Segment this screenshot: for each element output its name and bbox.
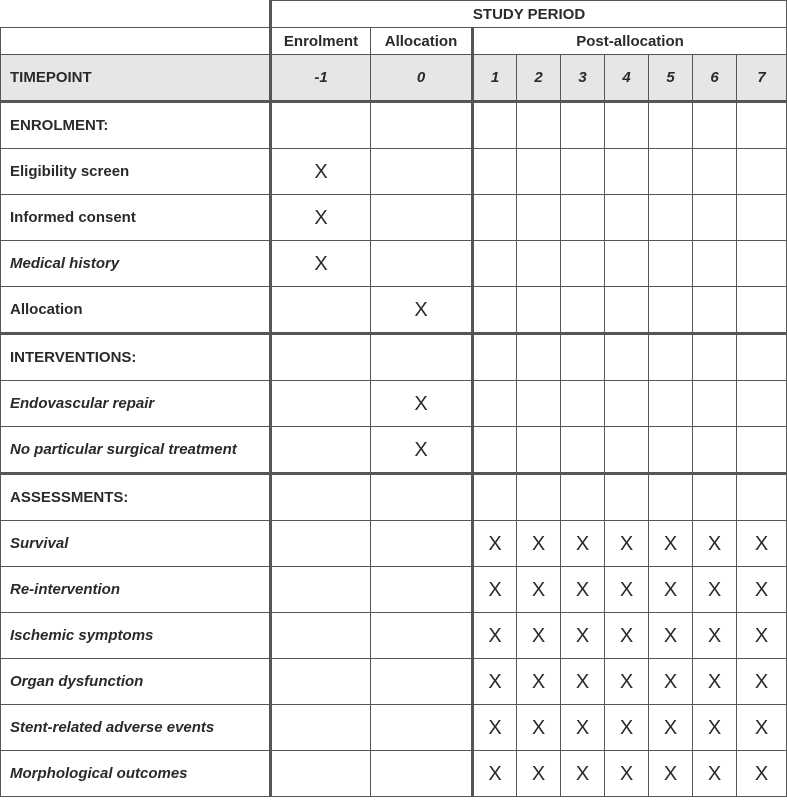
schedule-mark: X (693, 567, 737, 613)
schedule-mark: X (473, 613, 517, 659)
schedule-cell (561, 427, 605, 474)
schedule-mark: X (649, 751, 693, 797)
table-row (1, 427, 787, 474)
schedule-mark: X (737, 705, 787, 751)
row-label: Survival (1, 521, 271, 567)
schedule-mark: X (605, 613, 649, 659)
timepoint-cell: 7 (737, 55, 787, 102)
schedule-cell (649, 195, 693, 241)
row-label: Organ dysfunction (1, 659, 271, 705)
schedule-cell (271, 381, 371, 427)
schedule-mark: X (371, 427, 473, 474)
schedule-cell (737, 381, 787, 427)
schedule-cell (605, 149, 649, 195)
schedule-cell (693, 102, 737, 149)
schedule-cell (605, 287, 649, 334)
schedule-cell (473, 149, 517, 195)
schedule-mark: X (693, 705, 737, 751)
schedule-cell (271, 427, 371, 474)
schedule-cell (737, 474, 787, 521)
schedule-cell (561, 149, 605, 195)
schedule-cell (737, 334, 787, 381)
schedule-cell (737, 241, 787, 287)
schedule-cell (473, 241, 517, 287)
schedule-cell (517, 287, 561, 334)
row-label: Informed consent (1, 195, 271, 241)
schedule-mark: X (737, 659, 787, 705)
post-allocation-header: Post-allocation (473, 28, 787, 55)
schedule-cell (737, 427, 787, 474)
schedule-cell (605, 241, 649, 287)
schedule-cell (649, 427, 693, 474)
schedule-mark: X (561, 659, 605, 705)
schedule-mark: X (473, 521, 517, 567)
schedule-cell (271, 521, 371, 567)
section-title: ENROLMENT: (1, 102, 271, 149)
schedule-cell (693, 287, 737, 334)
schedule-cell (561, 241, 605, 287)
timepoint-label: TIMEPOINT (1, 55, 271, 102)
schedule-mark: X (271, 241, 371, 287)
schedule-cell (517, 334, 561, 381)
timepoint-cell: -1 (271, 55, 371, 102)
schedule-cell (737, 102, 787, 149)
schedule-cell (649, 149, 693, 195)
schedule-mark: X (737, 613, 787, 659)
schedule-cell (693, 195, 737, 241)
row-label: Allocation (1, 287, 271, 334)
timepoint-cell: 4 (605, 55, 649, 102)
timepoint-cell: 5 (649, 55, 693, 102)
schedule-mark: X (371, 287, 473, 334)
schedule-mark: X (561, 751, 605, 797)
schedule-cell (649, 334, 693, 381)
schedule-mark: X (561, 705, 605, 751)
schedule-mark: X (473, 751, 517, 797)
table-row (1, 287, 787, 334)
schedule-mark: X (473, 659, 517, 705)
row-label: Medical history (1, 241, 271, 287)
schedule-cell (271, 334, 371, 381)
schedule-cell (693, 149, 737, 195)
schedule-cell (371, 195, 473, 241)
section-header-row (1, 334, 787, 381)
schedule-cell (371, 102, 473, 149)
schedule-cell (605, 381, 649, 427)
schedule-mark: X (649, 613, 693, 659)
study-period-header: STUDY PERIOD (271, 1, 787, 28)
schedule-mark: X (271, 195, 371, 241)
schedule-cell (473, 195, 517, 241)
schedule-mark: X (517, 521, 561, 567)
schedule-cell (473, 381, 517, 427)
schedule-cell (517, 149, 561, 195)
schedule-cell (605, 195, 649, 241)
schedule-cell (371, 751, 473, 797)
schedule-mark: X (605, 751, 649, 797)
schedule-cell (271, 474, 371, 521)
schedule-cell (371, 567, 473, 613)
schedule-cell (693, 427, 737, 474)
schedule-cell (371, 613, 473, 659)
row-label: Endovascular repair (1, 381, 271, 427)
table-row (1, 381, 787, 427)
schedule-mark: X (649, 521, 693, 567)
schedule-mark: X (649, 659, 693, 705)
schedule-mark: X (693, 613, 737, 659)
schedule-cell (737, 149, 787, 195)
schedule-mark: X (605, 521, 649, 567)
table-row (1, 659, 787, 705)
schedule-cell (605, 427, 649, 474)
schedule-cell (605, 474, 649, 521)
schedule-cell (473, 334, 517, 381)
schedule-cell (649, 241, 693, 287)
schedule-cell (737, 195, 787, 241)
schedule-mark: X (517, 659, 561, 705)
schedule-cell (271, 287, 371, 334)
timepoint-cell: 3 (561, 55, 605, 102)
schedule-cell (605, 102, 649, 149)
allocation-header: Allocation (371, 28, 473, 55)
schedule-cell (561, 474, 605, 521)
schedule-cell (517, 427, 561, 474)
schedule-cell (561, 287, 605, 334)
schedule-cell (649, 102, 693, 149)
schedule-cell (371, 474, 473, 521)
schedule-cell (271, 567, 371, 613)
schedule-cell (271, 102, 371, 149)
schedule-mark: X (605, 567, 649, 613)
schedule-mark: X (271, 149, 371, 195)
schedule-cell (693, 474, 737, 521)
schedule-cell (371, 659, 473, 705)
enrolment-header: Enrolment (271, 28, 371, 55)
table-row (1, 567, 787, 613)
schedule-mark: X (737, 567, 787, 613)
schedule-cell (649, 381, 693, 427)
header-empty-corner (1, 1, 271, 28)
table-row (1, 751, 787, 797)
schedule-mark: X (371, 381, 473, 427)
schedule-cell (473, 474, 517, 521)
row-label: Eligibility screen (1, 149, 271, 195)
section-header-row (1, 474, 787, 521)
timepoint-row (1, 55, 787, 102)
row-label: Stent-related adverse events (1, 705, 271, 751)
schedule-cell (561, 381, 605, 427)
section-title: INTERVENTIONS: (1, 334, 271, 381)
row-label: Morphological outcomes (1, 751, 271, 797)
schedule-cell (473, 427, 517, 474)
row-label: Re-intervention (1, 567, 271, 613)
schedule-mark: X (561, 521, 605, 567)
schedule-cell (561, 334, 605, 381)
schedule-cell (371, 241, 473, 287)
schedule-cell (517, 102, 561, 149)
schedule-mark: X (517, 567, 561, 613)
section-title: ASSESSMENTS: (1, 474, 271, 521)
schedule-cell (371, 149, 473, 195)
schedule-mark: X (517, 705, 561, 751)
schedule-cell (371, 705, 473, 751)
schedule-mark: X (693, 751, 737, 797)
schedule-cell (473, 102, 517, 149)
schedule-cell (271, 751, 371, 797)
header-empty-cell (1, 28, 271, 55)
schedule-mark: X (517, 751, 561, 797)
table-row (1, 521, 787, 567)
schedule-cell (271, 659, 371, 705)
schedule-mark: X (473, 705, 517, 751)
schedule-cell (649, 474, 693, 521)
timepoint-cell: 1 (473, 55, 517, 102)
schedule-cell (517, 381, 561, 427)
timepoint-cell: 2 (517, 55, 561, 102)
schedule-mark: X (605, 659, 649, 705)
schedule-cell (517, 474, 561, 521)
schedule-cell (371, 334, 473, 381)
schedule-cell (517, 195, 561, 241)
schedule-mark: X (517, 613, 561, 659)
schedule-cell (693, 334, 737, 381)
schedule-cell (517, 241, 561, 287)
schedule-cell (649, 287, 693, 334)
table-row (1, 195, 787, 241)
table-row (1, 705, 787, 751)
row-label: No particular surgical treatment (1, 427, 271, 474)
schedule-cell (737, 287, 787, 334)
schedule-mark: X (737, 521, 787, 567)
schedule-mark: X (561, 613, 605, 659)
table-body (1, 1, 787, 797)
schedule-cell (371, 521, 473, 567)
schedule-cell (271, 705, 371, 751)
schedule-mark: X (473, 567, 517, 613)
schedule-mark: X (737, 751, 787, 797)
schedule-cell (693, 381, 737, 427)
schedule-mark: X (561, 567, 605, 613)
timepoint-cell: 0 (371, 55, 473, 102)
schedule-mark: X (693, 659, 737, 705)
table-row (1, 241, 787, 287)
schedule-mark: X (605, 705, 649, 751)
table-row (1, 613, 787, 659)
schedule-cell (561, 195, 605, 241)
schedule-cell (605, 334, 649, 381)
schedule-cell (693, 241, 737, 287)
table-row (1, 149, 787, 195)
schedule-cell (561, 102, 605, 149)
schedule-mark: X (693, 521, 737, 567)
timepoint-cell: 6 (693, 55, 737, 102)
header-row-phases (1, 28, 787, 55)
row-label: Ischemic symptoms (1, 613, 271, 659)
schedule-mark: X (649, 705, 693, 751)
schedule-cell (473, 287, 517, 334)
section-header-row (1, 102, 787, 149)
header-row-study-period (1, 1, 787, 28)
schedule-cell (271, 613, 371, 659)
schedule-mark: X (649, 567, 693, 613)
